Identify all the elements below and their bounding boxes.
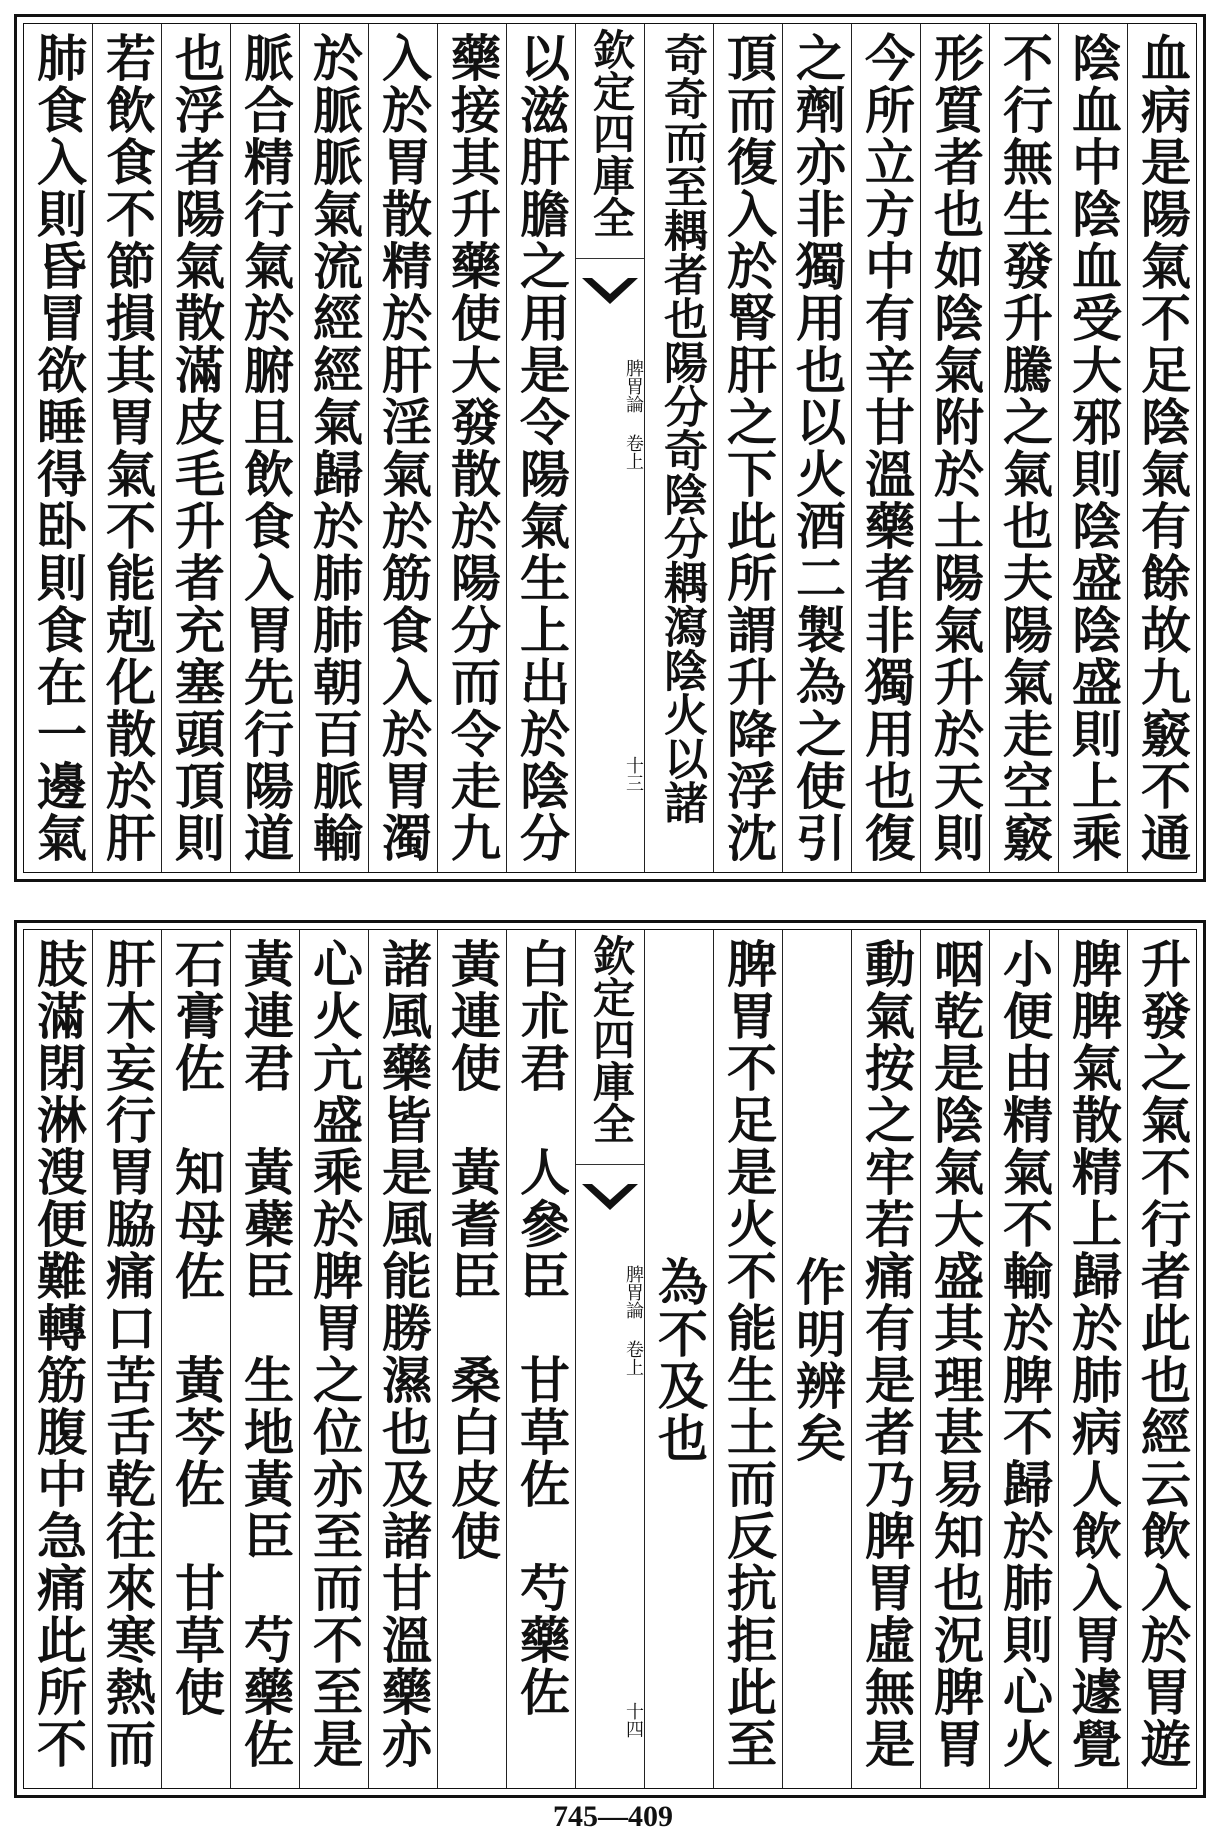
text-column: 白朮君 人參臣 甘草佐 芍藥佐 [506,930,575,1788]
text-column: 咽乾是陰氣大盛其理甚易知也況脾胃 [920,930,989,1788]
text-column: 脈合精行氣於腑且飲食入胃先行陽道 [230,24,299,872]
text-column: 為不及也 [644,930,713,1788]
text-column: 於脈脈氣流經經氣歸於肺肺朝百脈輸 [299,24,368,872]
bottom-page-inner-frame [23,929,1197,1789]
text-column: 動氣按之牢若痛有是者乃脾胃虛無是 [851,930,920,1788]
center-margin-column [575,24,644,872]
text-column: 黃連使 黃耆臣 桑白皮使 [437,930,506,1788]
text-column: 升發之氣不行者此也經云飲入於胃遊 [1127,930,1196,1788]
text-column: 肝木妄行胃脇痛口苦舌乾往來寒熱而 [92,930,161,1788]
text-column: 石膏佐 知母佐 黃芩佐 甘草使 [161,930,230,1788]
text-column: 作明辨矣 [782,930,851,1788]
fish-tail-ornament-icon [580,274,640,310]
text-column: 黃連君 黃蘗臣 生地黃臣 芍藥佐 [230,930,299,1788]
text-column: 諸風藥皆是風能勝濕也及諸甘溫藥亦 [368,930,437,1788]
page-number: 十三 [623,756,644,792]
text-column: 若飲食不節損其胃氣不能剋化散於肝 [92,24,161,872]
page-footer-number: 745—409 [553,1800,673,1833]
text-column: 也浮者陽氣散滿皮毛升者充塞頭頂則 [161,24,230,872]
page-number: 十四 [623,1702,644,1738]
text-column: 今所立方中有辛甘溫藥者非獨用也復 [851,24,920,872]
chapter-label: 脾胃論 卷上 [623,358,644,470]
text-column: 陰血中陰血受大邪則陰盛陰盛則上乘 [1058,24,1127,872]
top-page-block [14,14,1206,882]
text-column: 肺食入則昏冒欲睡得卧則食在一邊氣 [29,32,88,864]
fish-tail-ornament-icon [580,1180,640,1216]
book-title: 欽定四庫全 [576,934,644,1165]
text-column: 頂而復入於腎肝之下此所謂升降浮沈 [713,24,782,872]
text-column: 小便由精氣不輸於脾不歸於肺則心火 [989,930,1058,1788]
text-column: 心火亢盛乘於脾胃之位亦至而不至是 [299,930,368,1788]
text-column: 脾脾氣散精上歸於肺病人飲入胃遽覺 [1058,930,1127,1788]
text-column: 奇奇而至耦者也陽分奇陰分耦瀉陰火以諸 [644,24,713,872]
top-page-columns [24,24,1196,872]
text-column: 不行無生發升騰之氣也夫陽氣走空竅 [989,24,1058,872]
book-title: 欽定四庫全 [576,28,644,259]
bottom-page-block [14,920,1206,1798]
bottom-page-columns [24,930,1196,1788]
text-column: 脾胃不足是火不能生土而反抗拒此至 [713,930,782,1788]
text-column: 之劑亦非獨用也以火酒二製為之使引 [782,24,851,872]
top-page-inner-frame [23,23,1197,873]
text-column: 入於胃散精於肝淫氣於筋食入於胃濁 [368,24,437,872]
text-column: 血病是陽氣不足陰氣有餘故九竅不通 [1127,24,1196,872]
text-column: 藥接其升藥使大發散於陽分而令走九 [437,24,506,872]
text-column: 肢滿閉淋溲便難轉筋腹中急痛此所不 [29,938,88,1770]
text-column: 形質者也如陰氣附於土陽氣升於天則 [920,24,989,872]
text-column: 以滋肝膽之用是令陽氣生上出於陰分 [506,24,575,872]
chapter-label: 脾胃論 卷上 [623,1264,644,1376]
center-margin-column [575,930,644,1788]
